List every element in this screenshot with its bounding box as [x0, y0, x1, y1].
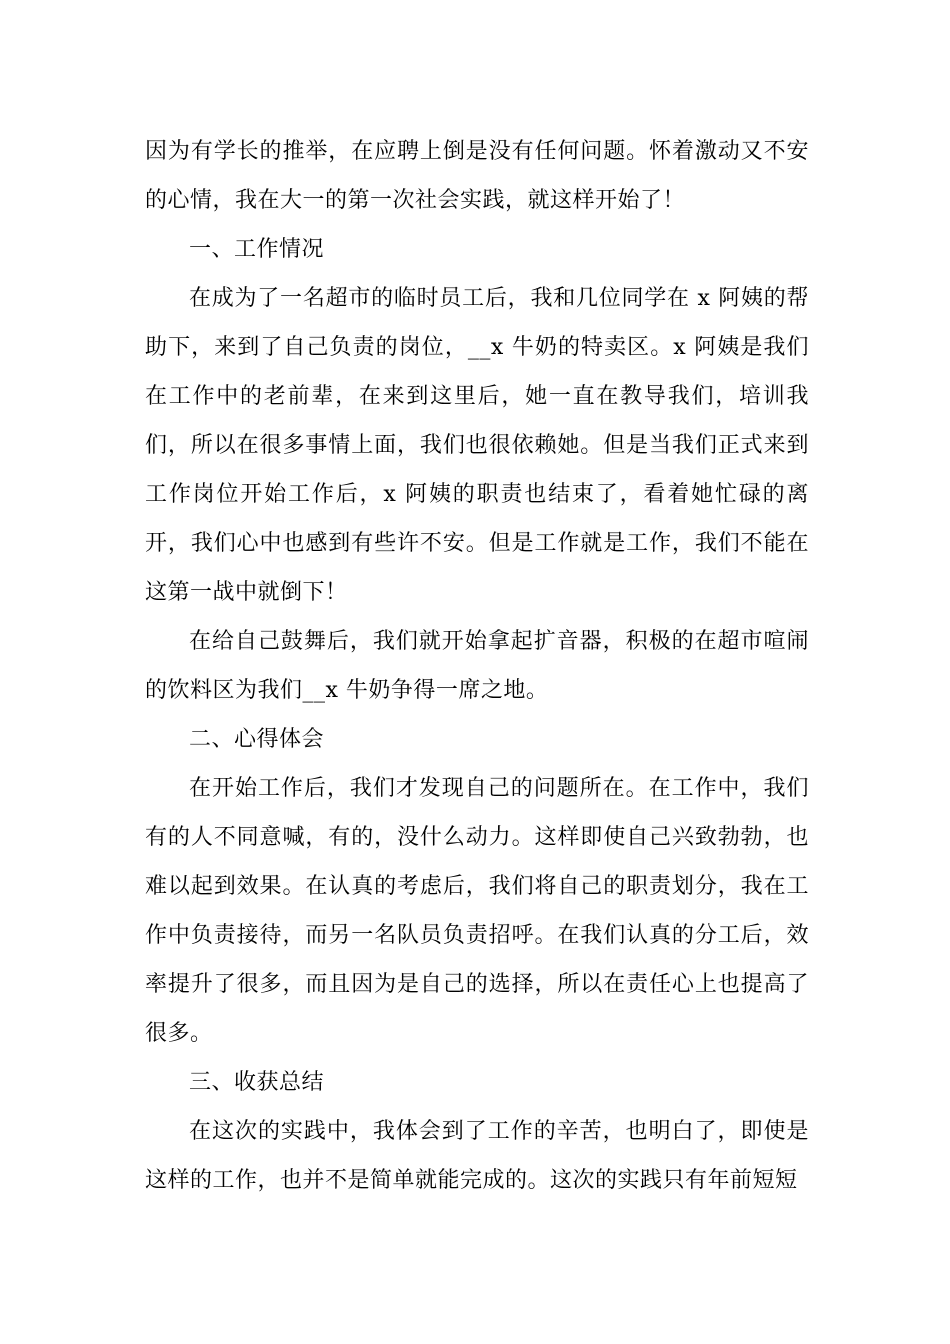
paragraph: 在成为了一名超市的临时员工后，我和几位同学在 x 阿姨的帮助下，来到了自己负责的岗位，__x 牛奶的特卖区。x 阿姨是我们在工作中的老前辈，在来到这里后，她一直在教导我们，培训我们，所以在很多事情上面，我们也很依赖她。但是当我们正式来到工作岗位开始工作后，x 阿姨的职责也结束了，看着她忙碌的离开，我们心中也感到有些许不安。但是工作就是工作，我们不能在这第一战中就倒下！	[145, 286, 809, 605]
section-heading: 二、心得体会	[189, 727, 325, 752]
section-heading: 一、工作情况	[189, 237, 325, 262]
paragraph: 在开始工作后，我们才发现自己的问题所在。在工作中，我们有的人不同意喊，有的，没什么动力。这样即使自己兴致勃勃，也难以起到效果。在认真的考虑后，我们将自己的职责划分，我在工作中负责接待，而另一名队员负责招呼。在我们认真的分工后，效率提升了很多，而且因为是自己的选择，所以在责任心上也提高了很多。	[145, 776, 809, 1046]
section-heading: 三、收获总结	[189, 1070, 325, 1095]
paragraph: 因为有学长的推举，在应聘上倒是没有任何问题。怀着激动又不安的心情，我在大一的第一次社会实践，就这样开始了！	[145, 139, 809, 213]
paragraph: 在给自己鼓舞后，我们就开始拿起扩音器，积极的在超市喧闹的饮料区为我们__x 牛奶争得一席之地。	[145, 629, 809, 703]
paragraph: 在这次的实践中，我体会到了工作的辛苦，也明白了，即使是这样的工作，也并不是简单就能完成的。这次的实践只有年前短短	[145, 1119, 809, 1193]
document-body	[145, 127, 809, 1205]
